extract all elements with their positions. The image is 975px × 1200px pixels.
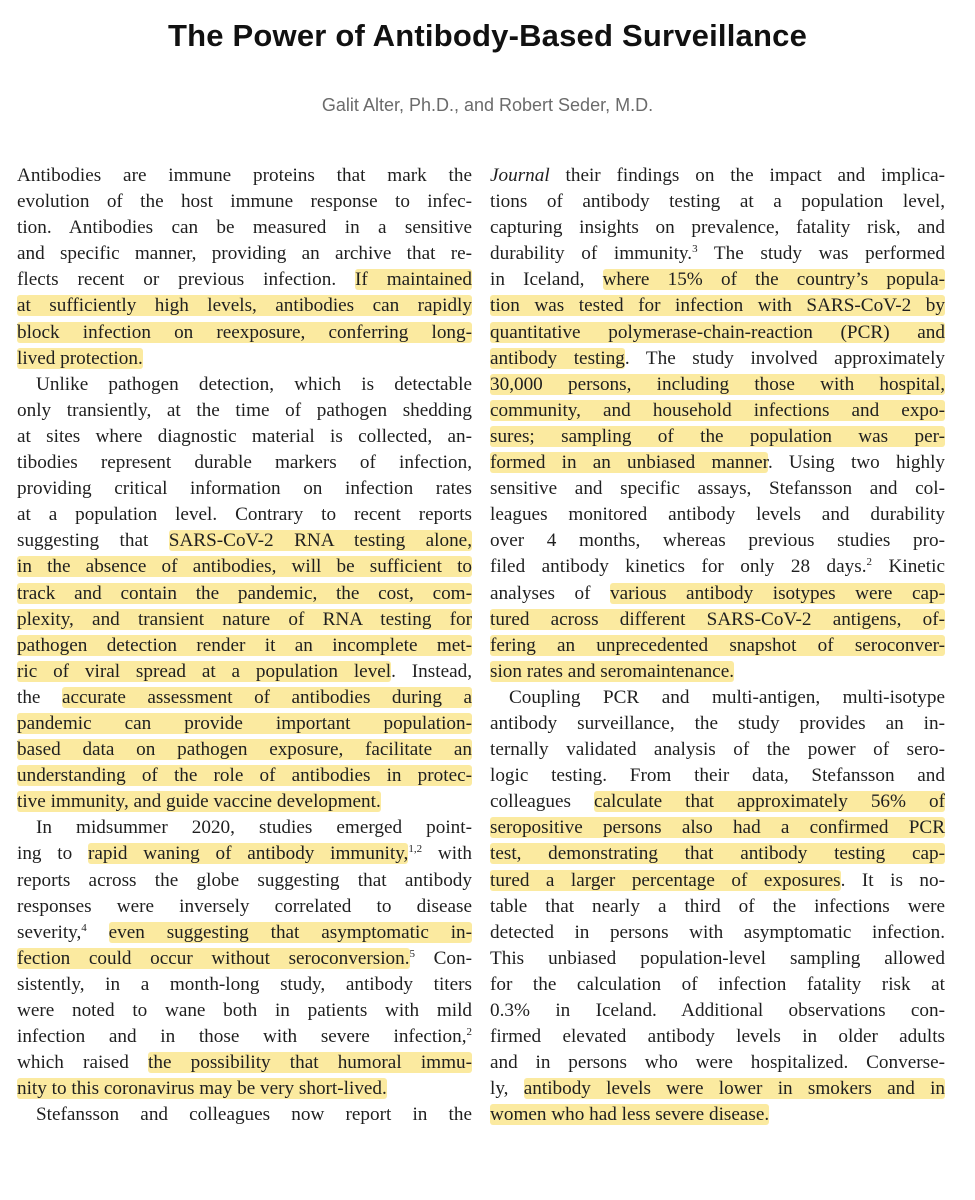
text-segment: firmed elevated antibody levels in older adults (490, 1026, 945, 1048)
text-segment: in Iceland, (490, 269, 603, 291)
highlighted-text: nity to this coronavirus may be very short-lived. (17, 1078, 387, 1100)
text-segment: sensitive and specific assays, Stefansson and col- (490, 478, 945, 500)
article-title: The Power of Antibody-Based Surveillance (167, 18, 808, 53)
highlighted-text: based data on pathogen exposure, facilitate an (17, 739, 472, 761)
highlighted-text: pandemic can provide important population- (17, 712, 472, 734)
text-segment: the (17, 686, 62, 708)
text-line (17, 581, 472, 607)
text-line (490, 163, 945, 189)
highlighted-text: tured a larger percentage of exposures (490, 869, 841, 891)
text-segment: filed antibody kinetics for only 28 days. (490, 556, 867, 578)
text-segment: table that nearly a third of the infections were (490, 895, 945, 917)
text-line (17, 1076, 472, 1102)
text-line (490, 581, 945, 607)
text-line (17, 450, 472, 476)
text-line (490, 868, 945, 894)
text-segment: detected in persons with asymptomatic infection. (490, 921, 945, 943)
text-segment: suggesting that (17, 530, 169, 552)
text-line (17, 476, 472, 502)
text-line (490, 320, 945, 346)
text-line (490, 372, 945, 398)
text-line (17, 607, 472, 633)
text-line (490, 737, 945, 763)
text-line (17, 1024, 472, 1050)
text-line (17, 1102, 472, 1128)
text-segment: ly, (490, 1078, 524, 1100)
highlighted-text: antibody levels were lower in smokers and in (523, 1078, 945, 1100)
text-line (17, 633, 472, 659)
text-segment: capturing insights on prevalence, fatality risk, and (490, 217, 945, 239)
highlighted-text: women who had less severe disease. (490, 1104, 770, 1126)
text-segment: responses were inversely correlated to disease (17, 895, 472, 917)
text-line (17, 894, 472, 920)
text-segment (87, 922, 109, 943)
text-line (490, 815, 945, 841)
text-segment: Unlike pathogen detection, which is detectable (36, 373, 472, 395)
text-segment: In midsummer 2020, studies emerged point- (36, 817, 472, 839)
text-segment: severity, (17, 921, 82, 943)
text-line (490, 920, 945, 946)
text-segment: and in persons who were hospitalized. Converse- (490, 1052, 945, 1074)
text-line (17, 946, 472, 972)
text-line (490, 946, 945, 972)
highlighted-text: rapid waning of antibody immunity, (88, 843, 409, 865)
text-line (17, 372, 472, 398)
text-segment: providing critical information on infection rates (17, 478, 472, 500)
text-line (490, 841, 945, 867)
highlighted-text: fering an unprecedented snapshot of seroconver- (490, 634, 945, 656)
text-line (17, 424, 472, 450)
highlighted-text: tion was tested for infection with SARS-CoV-2 by (490, 295, 945, 317)
text-line (17, 189, 472, 215)
highlighted-text: where 15% of the country’s popula- (602, 269, 945, 291)
text-line (490, 763, 945, 789)
highlighted-text: block infection on reexposure, conferring long- (17, 321, 472, 343)
highlighted-text: SARS-CoV-2 RNA testing alone, (168, 530, 472, 552)
highlighted-text: even suggesting that asymptomatic in- (108, 921, 473, 943)
highlighted-text: sures; sampling of the population was per- (490, 425, 945, 447)
highlighted-text: 30,000 persons, including those with hospital, (490, 373, 945, 395)
text-line (17, 163, 472, 189)
text-segment: sistently, in a month-long study, antibody titers (17, 973, 472, 995)
text-segment: reports across the globe suggesting that antibody (17, 869, 472, 891)
text-segment: and specific manner, providing an archive that re- (17, 243, 472, 265)
text-segment: tion. Antibodies can be measured in a sensitive (17, 217, 472, 239)
highlighted-text: the possibility that humoral immu- (148, 1052, 472, 1074)
highlighted-text: in the absence of antibodies, will be sufficient to (17, 556, 472, 578)
text-line (490, 528, 945, 554)
right-column (490, 163, 945, 1128)
text-line (490, 554, 945, 580)
text-segment: Antibodies are immune proteins that mark the (17, 165, 472, 186)
citation-superscript: 2 (866, 556, 873, 569)
text-line (490, 972, 945, 998)
citation-superscript: 2 (466, 1026, 472, 1039)
text-segment: Journal (490, 165, 550, 186)
highlighted-text: quantitative polymerase-chain-reaction (PCR) and (490, 321, 945, 343)
text-line (490, 1050, 945, 1076)
left-column (17, 163, 472, 1128)
text-line (17, 998, 472, 1024)
text-segment: The study was performed (697, 243, 946, 265)
highlighted-text: seropositive persons also had a confirmed PCR (490, 817, 945, 839)
text-line (490, 659, 945, 685)
highlighted-text: sion rates and seromaintenance. (490, 660, 735, 682)
highlighted-text: lived protection. (17, 347, 143, 369)
text-line (490, 398, 945, 424)
text-line (490, 1076, 945, 1102)
text-line (490, 215, 945, 241)
text-segment: durability of immunity. (490, 243, 693, 265)
text-line (490, 1024, 945, 1050)
text-line (17, 528, 472, 554)
text-line (490, 633, 945, 659)
text-line (490, 502, 945, 528)
text-segment: which raised (17, 1052, 149, 1074)
text-line (17, 763, 472, 789)
text-segment: evolution of the host immune response to infec- (17, 191, 472, 213)
text-line (17, 554, 472, 580)
text-segment: tions of antibody testing at a population level, (490, 191, 945, 213)
text-line (17, 267, 472, 293)
highlighted-text: fection could occur without seroconversion. (17, 947, 410, 969)
text-segment: ing to (17, 843, 89, 865)
text-line (17, 789, 472, 815)
text-line (17, 346, 472, 372)
text-segment: at sites where diagnostic material is collected, an- (17, 425, 472, 447)
text-line (17, 293, 472, 319)
text-segment: with (422, 843, 473, 865)
text-line (17, 241, 472, 267)
highlighted-text: If maintained (355, 269, 472, 291)
text-line (17, 685, 472, 711)
text-line (490, 998, 945, 1024)
text-line (490, 685, 945, 711)
text-line (17, 502, 472, 528)
text-segment: . It is no- (840, 869, 945, 891)
text-segment: infection and in those with severe infection, (17, 1026, 467, 1048)
highlighted-text: various antibody isotypes were cap- (610, 582, 945, 604)
text-line (490, 424, 945, 450)
text-line (17, 920, 472, 946)
citation-superscript: 5 (409, 947, 416, 960)
text-line (490, 450, 945, 476)
text-segment: 0.3% in Iceland. Additional observations con- (490, 1000, 945, 1021)
text-segment: their findings on the impact and implica- (549, 165, 945, 186)
highlighted-text: track and contain the pandemic, the cost, com- (17, 582, 472, 604)
highlighted-text: calculate that approximately 56% of (594, 791, 945, 813)
text-segment: logic testing. From their data, Stefansson and (490, 765, 945, 787)
text-line (490, 241, 945, 267)
text-segment: antibody surveillance, the study provides an in- (490, 712, 945, 734)
text-line (17, 1050, 472, 1076)
highlighted-text: understanding of the role of antibodies in protec- (17, 765, 472, 787)
citation-superscript: 1,2 (408, 843, 423, 856)
highlighted-text: formed in an unbiased manner (490, 452, 768, 474)
text-line (17, 815, 472, 841)
text-segment: colleagues (490, 791, 594, 813)
text-segment: Stefansson and colleagues now report in the (36, 1104, 472, 1126)
text-segment: leagues monitored antibody levels and durability (490, 504, 945, 526)
text-segment: for the calculation of infection fatality risk at (490, 973, 945, 995)
text-line (17, 972, 472, 998)
highlighted-text: ric of viral spread at a population level (17, 660, 392, 682)
text-line (490, 476, 945, 502)
text-line (490, 189, 945, 215)
text-line (17, 737, 472, 763)
text-segment: over 4 months, whereas previous studies pro- (490, 530, 945, 552)
text-line (17, 659, 472, 685)
highlighted-text: antibody testing (490, 347, 625, 369)
highlighted-text: community, and household infections and expo- (490, 399, 945, 421)
text-segment: only transiently, at the time of pathogen shedding (17, 399, 472, 421)
text-line (490, 789, 945, 815)
text-line (17, 841, 472, 867)
citation-superscript: 3 (692, 243, 698, 256)
text-segment: . Using two highly (767, 452, 945, 474)
text-segment: were noted to wane both in patients with mild (17, 1000, 472, 1021)
article-authors: Galit Alter, Ph.D., and Robert Seder, M.D. (321, 95, 654, 115)
highlighted-text: pathogen detection render it an incomplete met- (17, 634, 472, 656)
text-segment: . The study involved approximately (624, 347, 945, 369)
highlighted-text: test, demonstrating that antibody testing cap- (490, 843, 945, 865)
text-line (490, 894, 945, 920)
text-line (17, 711, 472, 737)
highlighted-text: tive immunity, and guide vaccine development. (17, 791, 381, 813)
text-segment: Coupling PCR and multi-antigen, multi-isotype (509, 686, 945, 708)
text-segment: . Instead, (391, 660, 472, 682)
text-segment: tibodies represent durable markers of infection, (17, 452, 472, 474)
text-line (490, 711, 945, 737)
text-line (490, 267, 945, 293)
highlighted-text: tured across different SARS-CoV-2 antigens, of- (490, 608, 945, 630)
text-segment: Con- (415, 947, 473, 969)
text-line (17, 215, 472, 241)
text-line (490, 1102, 945, 1128)
text-segment: Kinetic (872, 556, 945, 578)
text-line (490, 607, 945, 633)
text-line (17, 868, 472, 894)
citation-superscript: 4 (81, 921, 87, 934)
text-line (490, 346, 945, 372)
highlighted-text: accurate assessment of antibodies during a (61, 686, 472, 708)
highlighted-text: plexity, and transient nature of RNA testing for (17, 608, 472, 630)
text-segment: at a population level. Contrary to recent reports (17, 504, 472, 526)
text-segment: This unbiased population-level sampling allowed (490, 947, 945, 969)
text-line (490, 293, 945, 319)
text-line (17, 398, 472, 424)
text-line (17, 320, 472, 346)
highlighted-text: at sufficiently high levels, antibodies can rapidly (17, 295, 472, 317)
text-segment: flects recent or previous infection. (17, 269, 356, 291)
text-segment: ternally validated analysis of the power of sero- (490, 739, 945, 761)
text-segment: analyses of (490, 582, 611, 604)
